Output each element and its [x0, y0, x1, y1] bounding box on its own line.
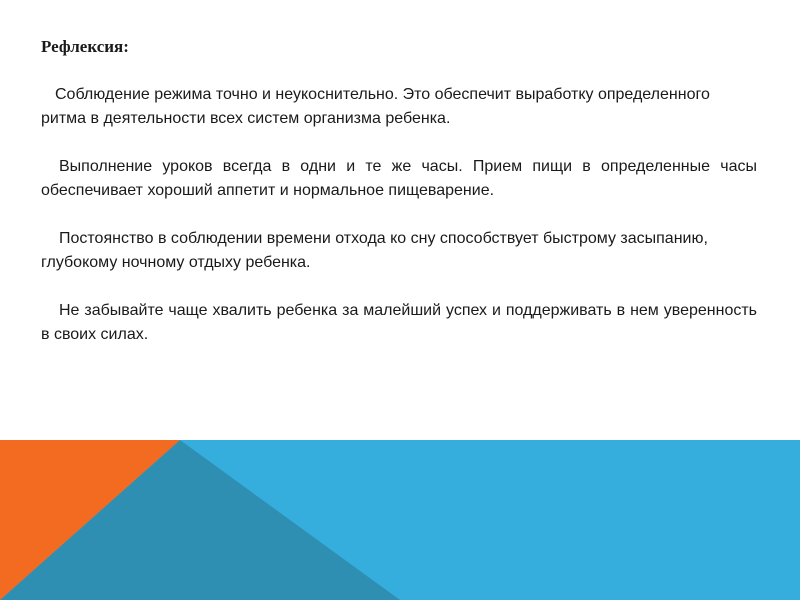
slide-content: [41, 35, 757, 371]
paragraph-sleep: Постоянство в соблюдении времени отхода ко сну способствует быстрому засыпанию, глубокому ночному отдыху ребенка.: [41, 230, 708, 271]
paragraph-homework: Выполнение уроков всегда в одни и те же часы. Прием пищи в определенные часы обеспечивает хороший аппетит и нормальное пищеварение.: [41, 158, 757, 199]
paragraph-praise: Не забывайте чаще хвалить ребенка за малейший успех и поддерживать в нем уверенность в своих силах.: [41, 302, 757, 343]
paragraph-routine: Соблюдение режима точно и неукоснительно. Это обеспечит выработку определенного ритма в деятельности всех систем организма ребенка.: [41, 86, 710, 127]
decorative-bottom-band: [0, 440, 800, 600]
slide-title: Рефлексия:: [41, 37, 129, 56]
